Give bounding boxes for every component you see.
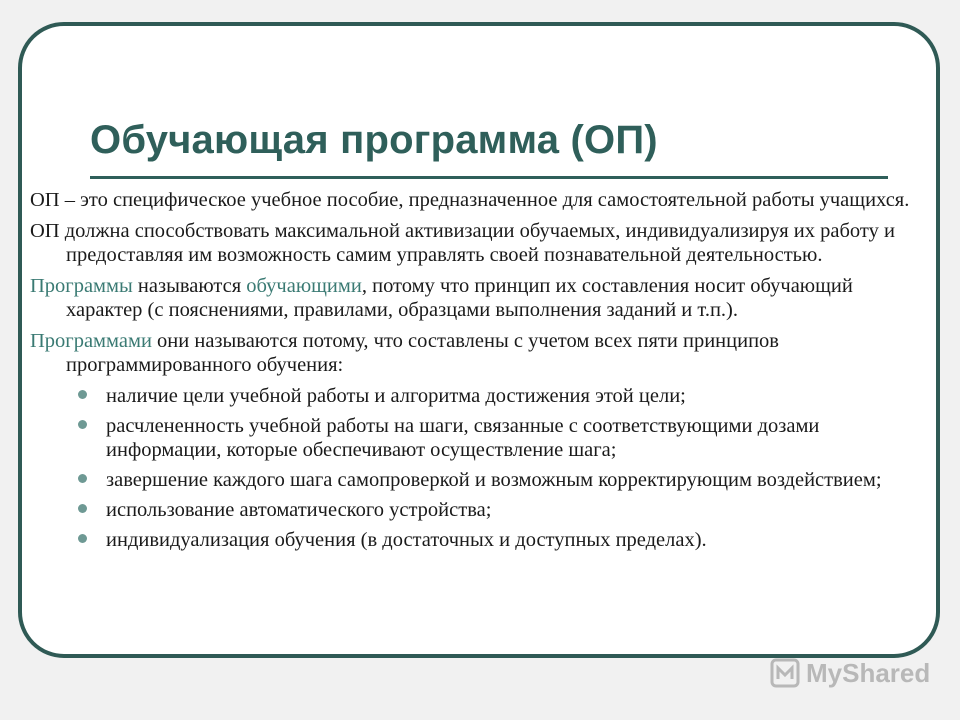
bullet-dot-icon [78, 420, 87, 429]
title-underline [90, 176, 888, 179]
paragraph-training [30, 274, 930, 322]
paragraph-training-rest: , потому что принцип их составления носит обучающий характер (с пояснениями, правилами, образцами выполнения заданий и т.п.). [66, 275, 853, 321]
list-item-text: наличие цели учебной работы и алгоритма достижения этой цели; [106, 385, 686, 407]
list-item-text: использование автоматического устройства; [106, 499, 492, 521]
list-item [30, 468, 930, 492]
paragraph-training-mid: называются [132, 275, 247, 297]
paragraph-principles-rest: они называются потому, что составлены с учетом всех пяти принципов программированного обучения: [66, 330, 779, 376]
bullet-dot-icon [78, 534, 87, 543]
list-item [30, 384, 930, 408]
watermark-text: MyShared [806, 657, 931, 688]
term-training: обучающими [246, 275, 362, 297]
watermark [770, 656, 930, 690]
bullet-dot-icon [78, 474, 87, 483]
term-programmed: Программами [30, 330, 152, 352]
list-item-text: индивидуализация обучения (в достаточных и доступных пределах). [106, 529, 707, 551]
slide-title: Обучающая программа (ОП) [90, 118, 658, 162]
paragraph-definition: ОП – это специфическое учебное пособие, предназначенное для самостоятельной работы учащихся. [30, 189, 910, 211]
term-programs: Программы [30, 275, 133, 297]
myshared-logo-icon [770, 658, 800, 688]
slide-body [30, 188, 930, 558]
principles-list [30, 384, 930, 552]
paragraph-purpose: ОП должна способствовать максимальной активизации обучаемых, индивидуализируя их работу и предоставляя им возможность самим управлять своей познавательной деятельностью. [30, 220, 895, 266]
list-item-text: завершение каждого шага самопроверкой и возможным корректирующим воздействием; [106, 469, 882, 491]
paragraph-principles [30, 329, 930, 377]
bullet-dot-icon [78, 390, 87, 399]
list-item-text: расчлененность учебной работы на шаги, связанные с соответствующими дозами информации, которые обеспечивают осуществление шага; [106, 415, 820, 461]
list-item [30, 498, 930, 522]
bullet-dot-icon [78, 504, 87, 513]
list-item [30, 528, 930, 552]
list-item [30, 414, 930, 462]
